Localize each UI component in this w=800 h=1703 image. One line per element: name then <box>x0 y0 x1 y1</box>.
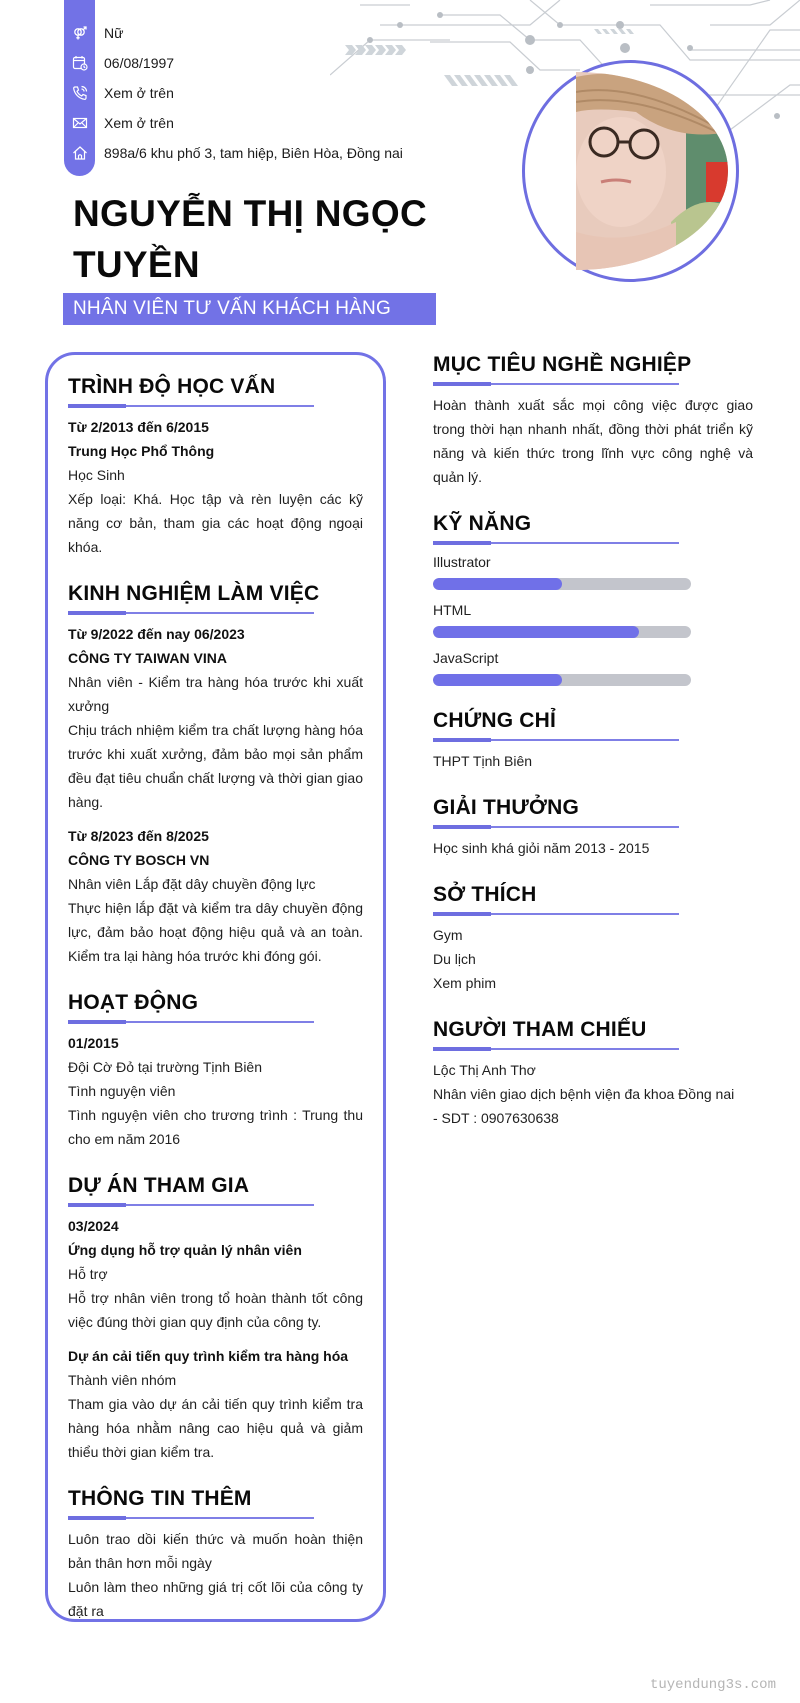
skill-bar-fill <box>433 626 639 638</box>
section-title: THÔNG TIN THÊM <box>68 1487 252 1510</box>
entry-role: Tình nguyện viên <box>68 1083 176 1099</box>
project-entry <box>68 1214 363 1334</box>
left-column <box>68 372 363 1643</box>
projects-section <box>68 1171 363 1464</box>
contact-text: Xem ở trên <box>104 85 174 101</box>
section-underline <box>68 404 314 407</box>
section-title: KINH NGHIỆM LÀM VIỆC <box>68 582 320 605</box>
contact-address <box>64 138 403 168</box>
project-entry <box>68 1344 363 1464</box>
award-item: Học sinh khá giỏi năm 2013 - 2015 <box>433 840 650 856</box>
entry-org: Đội Cờ Đỏ tại trường Tịnh Biên <box>68 1059 262 1075</box>
section-underline <box>433 1047 679 1050</box>
hobby-item: Xem phim <box>433 975 497 991</box>
entry-role: Nhân viên Lắp đặt dây chuyền động lực <box>68 876 316 892</box>
entry-project-name: Ứng dụng hỗ trợ quản lý nhân viên <box>68 1242 302 1258</box>
skills-section <box>433 509 753 686</box>
additional-line: Luôn làm theo những giá trị cốt lõi của công ty đặt ra <box>68 1579 363 1619</box>
hobby-item: Du lịch <box>433 951 476 967</box>
contact-list <box>64 18 403 168</box>
hobby-item: Gym <box>433 927 463 943</box>
additional-info-section <box>68 1484 363 1623</box>
entry-desc: Hỗ trợ nhân viên trong tổ hoàn thành tốt công việc đúng thời gian quy định của công ty. <box>68 1290 363 1330</box>
contact-gender <box>64 18 403 48</box>
section-title: DỰ ÁN THAM GIA <box>68 1174 250 1197</box>
education-entry <box>68 415 363 559</box>
section-underline <box>433 541 679 544</box>
reference-line: - SDT : 0907630638 <box>433 1110 559 1126</box>
entry-period: 03/2024 <box>68 1218 119 1234</box>
skill-bar <box>433 674 691 686</box>
section-title: MỤC TIÊU NGHỀ NGHIỆP <box>433 353 692 376</box>
entry-desc: Thực hiện lắp đặt và kiểm tra dây chuyền động lực, đảm bảo hoạt động hiệu quả và an toàn. Kiểm tra lại hàng hóa trước khi đóng gói. <box>68 900 363 964</box>
certificates-section <box>433 706 753 773</box>
entry-role: Hỗ trợ <box>68 1266 108 1282</box>
entry-company: CÔNG TY TAIWAN VINA <box>68 650 227 666</box>
entry-period: Từ 2/2013 đến 6/2015 <box>68 419 209 435</box>
contact-text: Nữ <box>104 25 124 41</box>
reference-line: Nhân viên giao dịch bệnh viện đa khoa Đồng nai <box>433 1086 735 1102</box>
activity-entry <box>68 1031 363 1151</box>
activities-section <box>68 988 363 1151</box>
entry-period: Từ 9/2022 đến nay 06/2023 <box>68 626 245 642</box>
mail-icon <box>64 115 95 131</box>
job-title: NHÂN VIÊN TƯ VẤN KHÁCH HÀNG <box>63 293 436 325</box>
phone-icon <box>64 85 95 101</box>
section-underline <box>433 912 679 915</box>
skill-bar-fill <box>433 578 562 590</box>
objective-section <box>433 350 753 489</box>
contact-email <box>64 108 403 138</box>
section-underline <box>433 825 679 828</box>
skill-name: Illustrator <box>433 554 491 570</box>
entry-period: Từ 8/2023 đến 8/2025 <box>68 828 209 844</box>
section-title: SỞ THÍCH <box>433 883 537 906</box>
skill-bar-fill <box>433 674 562 686</box>
skill-name: JavaScript <box>433 650 499 666</box>
contact-birthday <box>64 48 403 78</box>
contact-phone <box>64 78 403 108</box>
education-section <box>68 372 363 559</box>
watermark: tuyendung3s.com <box>649 1677 776 1693</box>
reference-line: Lộc Thị Anh Thơ <box>433 1062 536 1078</box>
section-underline <box>68 1203 314 1206</box>
awards-section <box>433 793 753 860</box>
contact-text: 898a/6 khu phố 3, tam hiệp, Biên Hòa, Đồng nai <box>104 145 403 161</box>
entry-desc: Xếp loại: Khá. Học tập và rèn luyện các kỹ năng cơ bản, tham gia các hoạt động ngoại khóa. <box>68 491 363 555</box>
section-title: NGƯỜI THAM CHIẾU <box>433 1018 647 1041</box>
entry-desc: Tham gia vào dự án cải tiến quy trình kiểm tra hàng hóa nhằm nâng cao hiệu quả và giảm thiểu thời gian kiểm tra. <box>68 1396 363 1460</box>
additional-line: Luôn trao dồi kiến thức và muốn hoàn thiện bản thân hơn mỗi ngày <box>68 1531 363 1571</box>
experience-entry <box>68 824 363 968</box>
references-section <box>433 1015 753 1130</box>
entry-desc: Chịu trách nhiệm kiểm tra chất lượng hàng hóa trước khi xuất xưởng, đảm bảo mọi sản phẩm đều đạt tiêu chuẩn chất lượng và thời gian giao hàng. <box>68 722 363 810</box>
section-title: KỸ NĂNG <box>433 512 532 535</box>
section-underline <box>68 1516 314 1519</box>
calendar-icon <box>64 55 95 71</box>
section-underline <box>68 611 314 614</box>
contact-text: Xem ở trên <box>104 115 174 131</box>
entry-school: Trung Học Phổ Thông <box>68 443 215 459</box>
skill-item <box>433 552 753 590</box>
entry-desc: Tình nguyện viên cho trương trình : Trung thu cho em năm 2016 <box>68 1107 363 1147</box>
certificate-item: THPT Tịnh Biên <box>433 753 533 769</box>
entry-period: 01/2015 <box>68 1035 119 1051</box>
home-icon <box>64 145 95 161</box>
section-underline <box>433 382 679 385</box>
section-title: CHỨNG CHỈ <box>433 709 557 732</box>
entry-role: Học Sinh <box>68 467 125 483</box>
contact-text: 06/08/1997 <box>104 55 175 71</box>
skill-bar <box>433 578 691 590</box>
entry-role: Nhân viên - Kiểm tra hàng hóa trước khi xuất xưởng <box>68 674 363 714</box>
candidate-name: NGUYỄN THỊ NGỌC TUYỀN <box>73 193 427 285</box>
section-underline <box>68 1020 314 1023</box>
section-underline <box>433 738 679 741</box>
section-title: HOẠT ĐỘNG <box>68 991 199 1014</box>
skill-item <box>433 600 753 638</box>
right-column <box>433 350 753 1150</box>
entry-project-name: Dự án cải tiến quy trình kiểm tra hàng hóa <box>68 1348 349 1364</box>
hobbies-section <box>433 880 753 995</box>
gender-icon <box>64 25 95 41</box>
objective-text: Hoàn thành xuất sắc mọi công việc được giao trong thời hạn nhanh nhất, đồng thời phát triển kỹ năng và kiến thức trong lĩnh vực công nghệ và quản lý. <box>433 397 753 485</box>
section-title: TRÌNH ĐỘ HỌC VẤN <box>68 375 276 398</box>
section-title: GIẢI THƯỞNG <box>433 796 580 819</box>
skill-bar <box>433 626 691 638</box>
experience-section <box>68 579 363 968</box>
entry-company: CÔNG TY BOSCH VN <box>68 852 210 868</box>
experience-entry <box>68 622 363 814</box>
entry-role: Thành viên nhóm <box>68 1372 177 1388</box>
skill-item <box>433 648 753 686</box>
skill-name: HTML <box>433 602 472 618</box>
